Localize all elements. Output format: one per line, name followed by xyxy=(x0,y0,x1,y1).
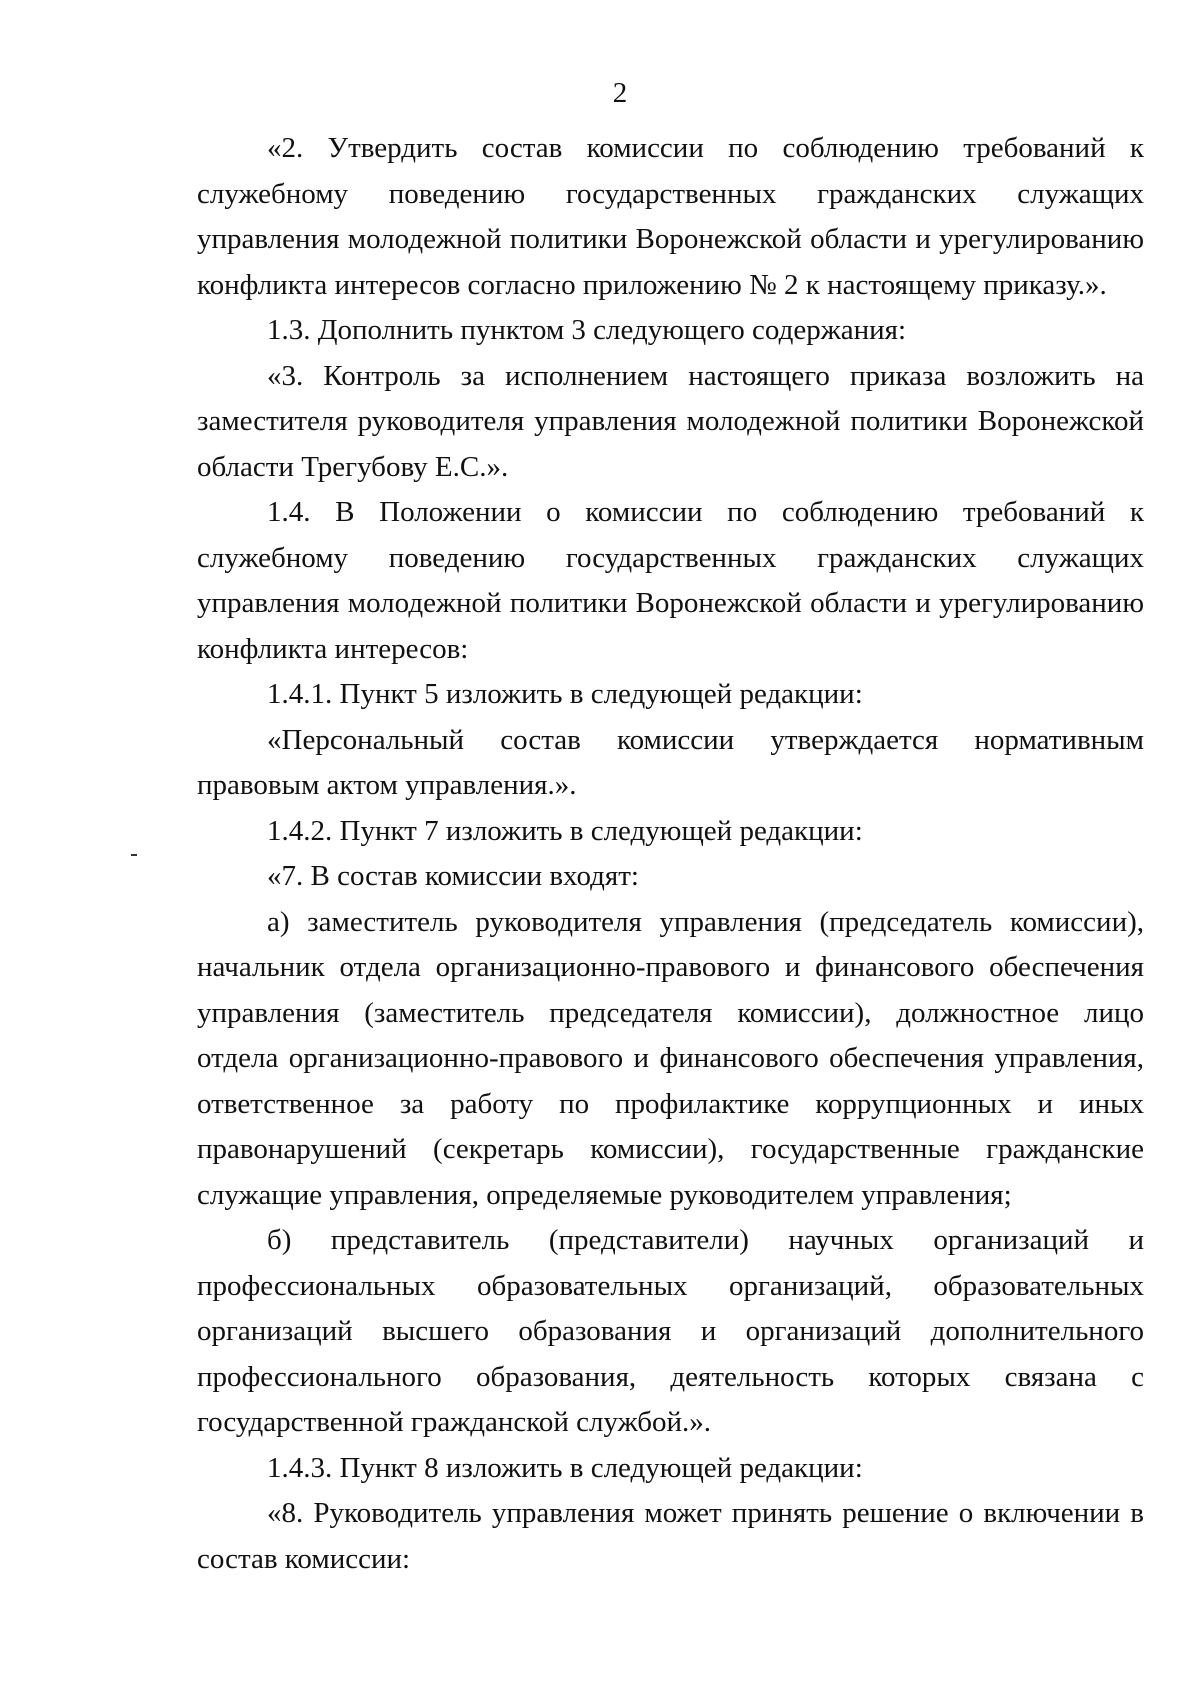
paragraph-1-4: 1.4. В Положении о комиссии по соблюдению требований к служебному поведению государственных гражданских служащих управления молодежной политики Воронежской области и урегулированию конфликта интересов: xyxy=(197,496,1144,665)
paragraph-item-b: б) представитель (представители) научных организаций и профессиональных образовательных организаций, образовательных организаций высшего образования и организаций дополнительного профессионального образования, деятельность которых связана с государственной гражданской службой.». xyxy=(197,1224,1144,1438)
paragraph-control: «3. Контроль за исполнением настоящего приказа возложить на заместителя руководителя управления молодежной политики Воронежской области Трегубову Е.С.». xyxy=(197,359,1144,483)
paragraph-approve-commission: «2. Утвердить состав комиссии по соблюдению требований к служебному поведению государственных гражданских служащих управления молодежной политики Воронежской области и урегулированию конфликта интересов согласно приложению № 2 к настоящему приказу.». xyxy=(197,132,1144,301)
paragraph-1-3: 1.3. Дополнить пунктом 3 следующего содержания: xyxy=(267,314,907,346)
page-number: 2 xyxy=(612,77,628,109)
paragraph-personal-composition: «Персональный состав комиссии утверждается нормативным правовым актом управления.». xyxy=(197,723,1144,801)
paragraph-item-a: а) заместитель руководителя управления (председатель комиссии), начальник отдела организационно-правового и финансового обеспечения управления (заместитель председателя комиссии), должностное лицо отдела организационно-правового и финансового обеспечения управления, ответственное за работу по профилактике коррупционных и иных правонарушений (секретарь комиссии), государственные гражданские служащие управления, определяемые руководителем управления; xyxy=(197,905,1144,1211)
paragraph-item-8: «8. Руководитель управления может принять решение о включении в состав комиссии: xyxy=(197,1497,1144,1575)
paragraph-1-4-1: 1.4.1. Пункт 5 изложить в следующей редакции: xyxy=(267,678,863,710)
paragraph-1-4-2: 1.4.2. Пункт 7 изложить в следующей редакции: xyxy=(267,814,863,847)
paragraph-1-4-3: 1.4.3. Пункт 8 изложить в следующей редакции: xyxy=(267,1451,863,1484)
paragraph-item-7: «7. В состав комиссии входят: xyxy=(267,860,639,892)
document-body xyxy=(197,126,1144,1582)
scan-artifact-mark xyxy=(131,854,137,856)
